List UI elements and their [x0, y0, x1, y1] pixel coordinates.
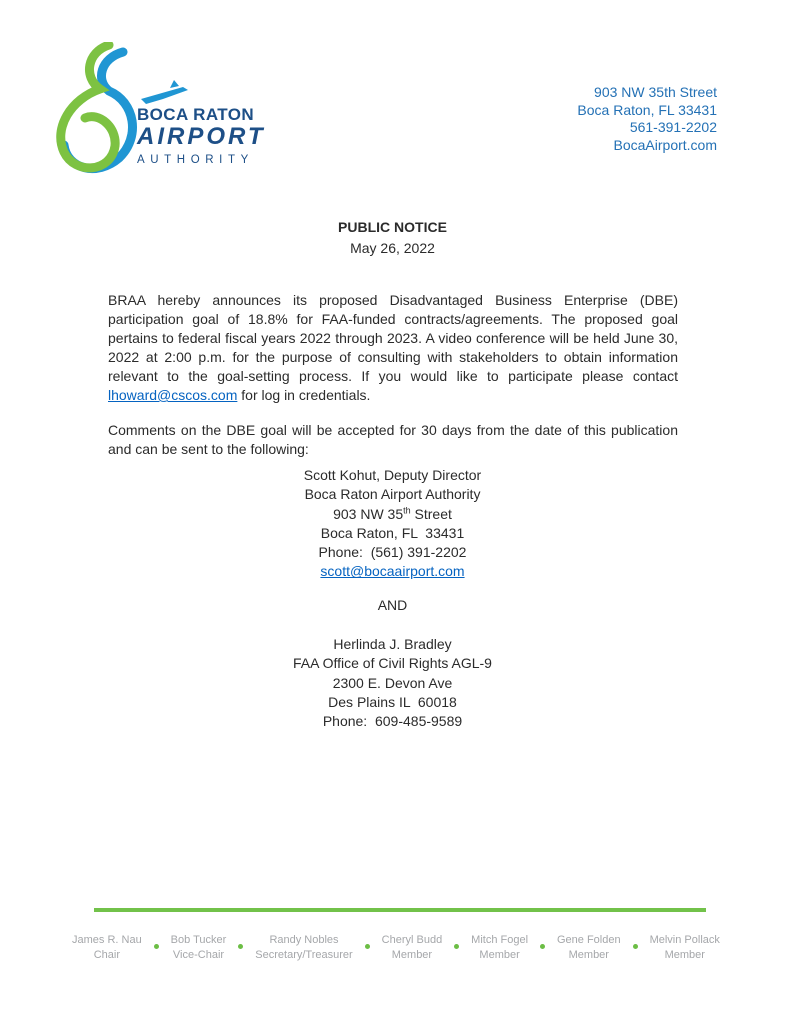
- board-member-name: Melvin Pollack: [649, 934, 720, 946]
- notice-header: [0, 219, 785, 257]
- address-phone: 561-391-2202: [629, 119, 717, 135]
- contact-primary-phone: Phone: (561) 391-2202: [318, 544, 467, 561]
- separator-dot-icon: [633, 944, 638, 949]
- lhoward-email-link[interactable]: lhoward@cscos.com: [108, 387, 238, 403]
- board-member: [171, 933, 227, 963]
- board-member-name: Randy Nobles: [269, 934, 339, 946]
- conjunction-and: AND: [377, 597, 408, 613]
- board-member-name: James R. Nau: [72, 934, 142, 946]
- board-member-name: Bob Tucker: [170, 934, 227, 946]
- contact-secondary-org: FAA Office of Civil Rights AGL-9: [293, 655, 492, 672]
- contact-secondary-name: Herlinda J. Bradley: [333, 636, 452, 652]
- separator-dot-icon: [154, 944, 159, 949]
- street-suffix: Street: [410, 505, 452, 522]
- board-member: [72, 933, 142, 963]
- airplane-icon: [141, 87, 188, 104]
- board-member-name: Cheryl Budd: [381, 934, 443, 946]
- contact-primary-name: Scott Kohut, Deputy Director: [303, 467, 482, 483]
- address-city: Boca Raton, FL 33431: [577, 101, 717, 118]
- board-member-name: Mitch Fogel: [471, 934, 529, 946]
- board-member: [471, 933, 528, 963]
- logo: [45, 42, 305, 192]
- board-member: [255, 933, 352, 963]
- notice-date: May 26, 2022: [350, 239, 435, 256]
- body-paragraph-2: Comments on the DBE goal will be accepted for 30 days from the date of this publication and can be sent to the following:: [108, 422, 678, 457]
- address-street: 903 NW 35th Street: [594, 84, 717, 100]
- board-member: [382, 933, 443, 963]
- separator-dot-icon: [540, 944, 545, 949]
- board-member-name: Gene Folden: [557, 934, 621, 946]
- paragraph1-text: BRAA hereby announces its proposed Disadvantaged Business Enterprise (DBE) participation goal of 18.8% for FAA-funded contracts/agreements. The proposed goal pertains to federal fiscal years 2022 through 2023. A video conference will be held June 30, 2022 at 2:00 p.m. for the purpose of consulting with stakeholders to obtain information relevant to the goal-setting process. If you would like to participate please contact: [108, 292, 678, 384]
- contact-primary-org: Boca Raton Airport Authority: [304, 486, 481, 503]
- separator-dot-icon: [238, 944, 243, 949]
- contact-block-secondary: [0, 635, 785, 731]
- logo-name-line1: BOCA RATON: [137, 105, 255, 124]
- board-member: [557, 933, 621, 963]
- contact-secondary-street: 2300 E. Devon Ave: [332, 674, 453, 691]
- contact-secondary-city: Des Plains IL 60018: [328, 693, 457, 710]
- contact-secondary-phone: Phone: 609-485-9589: [322, 713, 463, 730]
- address-website: BocaAirport.com: [613, 136, 717, 153]
- header-address: [577, 84, 717, 154]
- body-paragraph-1: [108, 291, 678, 405]
- contact-primary-city: Boca Raton, FL 33431: [320, 524, 465, 541]
- board-member-title: Member: [479, 949, 520, 961]
- contact-block-primary: [0, 466, 785, 582]
- street-ordinal: th: [403, 504, 411, 515]
- separator-dot-icon: [454, 944, 459, 949]
- board-member-title: Vice-Chair: [172, 949, 225, 961]
- logo-name-line3: AUTHORITY: [137, 154, 254, 166]
- paragraph1-text-after: for log in credentials.: [237, 387, 371, 403]
- contact-primary-street: [0, 505, 785, 524]
- street-number: 903 NW 35: [333, 505, 404, 522]
- scott-email-link[interactable]: scott@bocaairport.com: [320, 563, 465, 580]
- logo-name-line2: AIRPORT: [137, 123, 266, 150]
- board-members-list: [72, 933, 720, 963]
- board-member-title: Member: [391, 949, 433, 961]
- board-member-title: Member: [664, 949, 705, 961]
- board-member: [650, 933, 720, 963]
- footer-divider: [94, 908, 706, 912]
- airplane-tail: [170, 80, 179, 88]
- board-member-title: Chair: [93, 949, 120, 961]
- logo-wordmark: [137, 106, 266, 167]
- page-title: PUBLIC NOTICE: [338, 219, 447, 235]
- board-member-title: Secretary/Treasurer: [255, 949, 353, 961]
- board-member-title: Member: [568, 949, 609, 961]
- separator-dot-icon: [365, 944, 370, 949]
